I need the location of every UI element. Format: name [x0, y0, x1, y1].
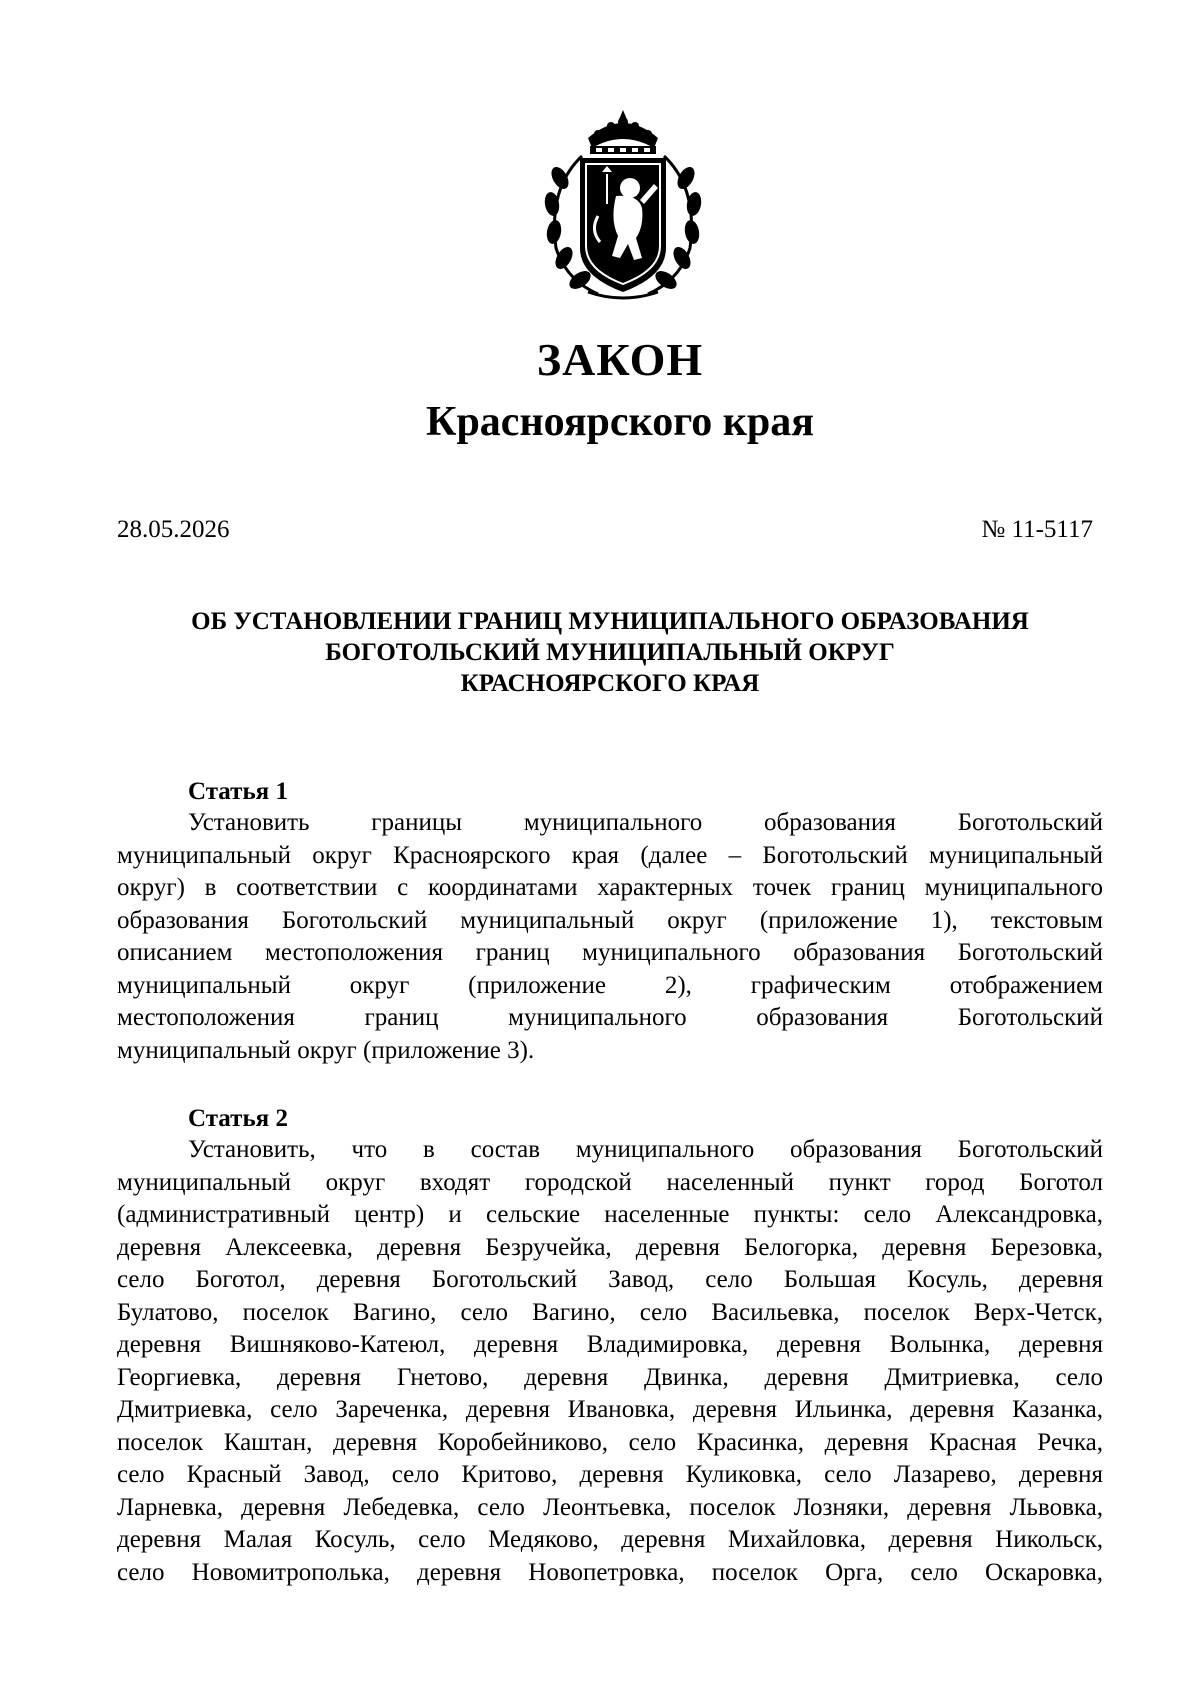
text-line: образования Боготольский муниципальный округ (приложение 1), текстовым [117, 906, 1103, 934]
heading-line: ОБ УСТАНОВЛЕНИИ ГРАНИЦ МУНИЦИПАЛЬНОГО ОБРАЗОВАНИЯ [191, 608, 1029, 635]
text-line: село Новомитрополька, деревня Новопетровка, поселок Орга, село Оскаровка, [117, 1558, 1103, 1586]
article-2-title: Статья 2 [188, 1105, 288, 1132]
text-line: Ларневка, деревня Лебедевка, село Леонтьевка, поселок Лозняки, деревня Львовка, [117, 1493, 1103, 1521]
text-line: муниципальный округ входят городской населенный пункт город Боготол [117, 1168, 1103, 1196]
text-line: деревня Малая Косуль, село Медяково, деревня Михайловка, деревня Никольск, [117, 1526, 1103, 1553]
law-number: № 11-5117 [981, 516, 1093, 543]
text-line: Георгиевка, деревня Гнетово, деревня Двинка, деревня Дмитриевка, село [117, 1363, 1103, 1391]
text-line: описанием местоположения границ муниципального образования Боготольский [117, 939, 1103, 966]
text-line: деревня Алексеевка, деревня Безручейка, деревня Белогорка, деревня Березовка, [117, 1233, 1103, 1261]
heading-line: БОГОТОЛЬСКИЙ МУНИЦИПАЛЬНЫЙ ОКРУГ [325, 639, 895, 666]
text-line: муниципальный округ Красноярского края (далее – Боготольский муниципальный [117, 841, 1103, 869]
heading-line: КРАСНОЯРСКОГО КРАЯ [460, 670, 760, 697]
text-line: Установить, что в состав муниципального образования Боготольский [188, 1136, 1103, 1163]
text-line: поселок Каштан, деревня Коробейниково, село Красинка, деревня Красная Речка, [117, 1428, 1103, 1456]
coat-of-arms-icon [538, 108, 708, 304]
text-line: деревня Вишняково-Катеюл, деревня Владимировка, деревня Волынка, деревня [117, 1331, 1103, 1358]
text-line: село Боготол, деревня Боготольский Завод, село Большая Косуль, деревня [117, 1266, 1103, 1293]
law-date: 28.05.2026 [117, 516, 230, 543]
text-line: (административный центр) и сельские населенные пункты: село Александровка, [117, 1201, 1103, 1228]
text-line: Булатово, поселок Вагино, село Вагино, село Васильевка, поселок Верх-Четск, [117, 1298, 1103, 1326]
text-line: муниципальный округ (приложение 3). [117, 1036, 535, 1064]
text-line: Установить границы муниципального образования Боготольский [188, 809, 1103, 836]
article-2-text [117, 1134, 1103, 1589]
article-1-text [117, 807, 1103, 1067]
text-line: муниципальный округ (приложение 2), графическим отображением [117, 971, 1103, 999]
law-heading [117, 606, 1103, 699]
text-line: Дмитриевка, село Зареченка, деревня Ивановка, деревня Ильинка, деревня Казанка, [117, 1396, 1103, 1423]
text-line: округ) в соответствии с координатами характерных точек границ муниципального [117, 874, 1103, 901]
law-title: ЗАКОН [536, 334, 704, 385]
law-subtitle: Красноярского края [425, 399, 815, 445]
text-line: село Красный Завод, село Критово, деревня Куликовка, село Лазарево, деревня [117, 1461, 1103, 1488]
text-line: местоположения границ муниципального образования Боготольский [117, 1004, 1103, 1031]
article-1-title: Статья 1 [188, 778, 288, 805]
